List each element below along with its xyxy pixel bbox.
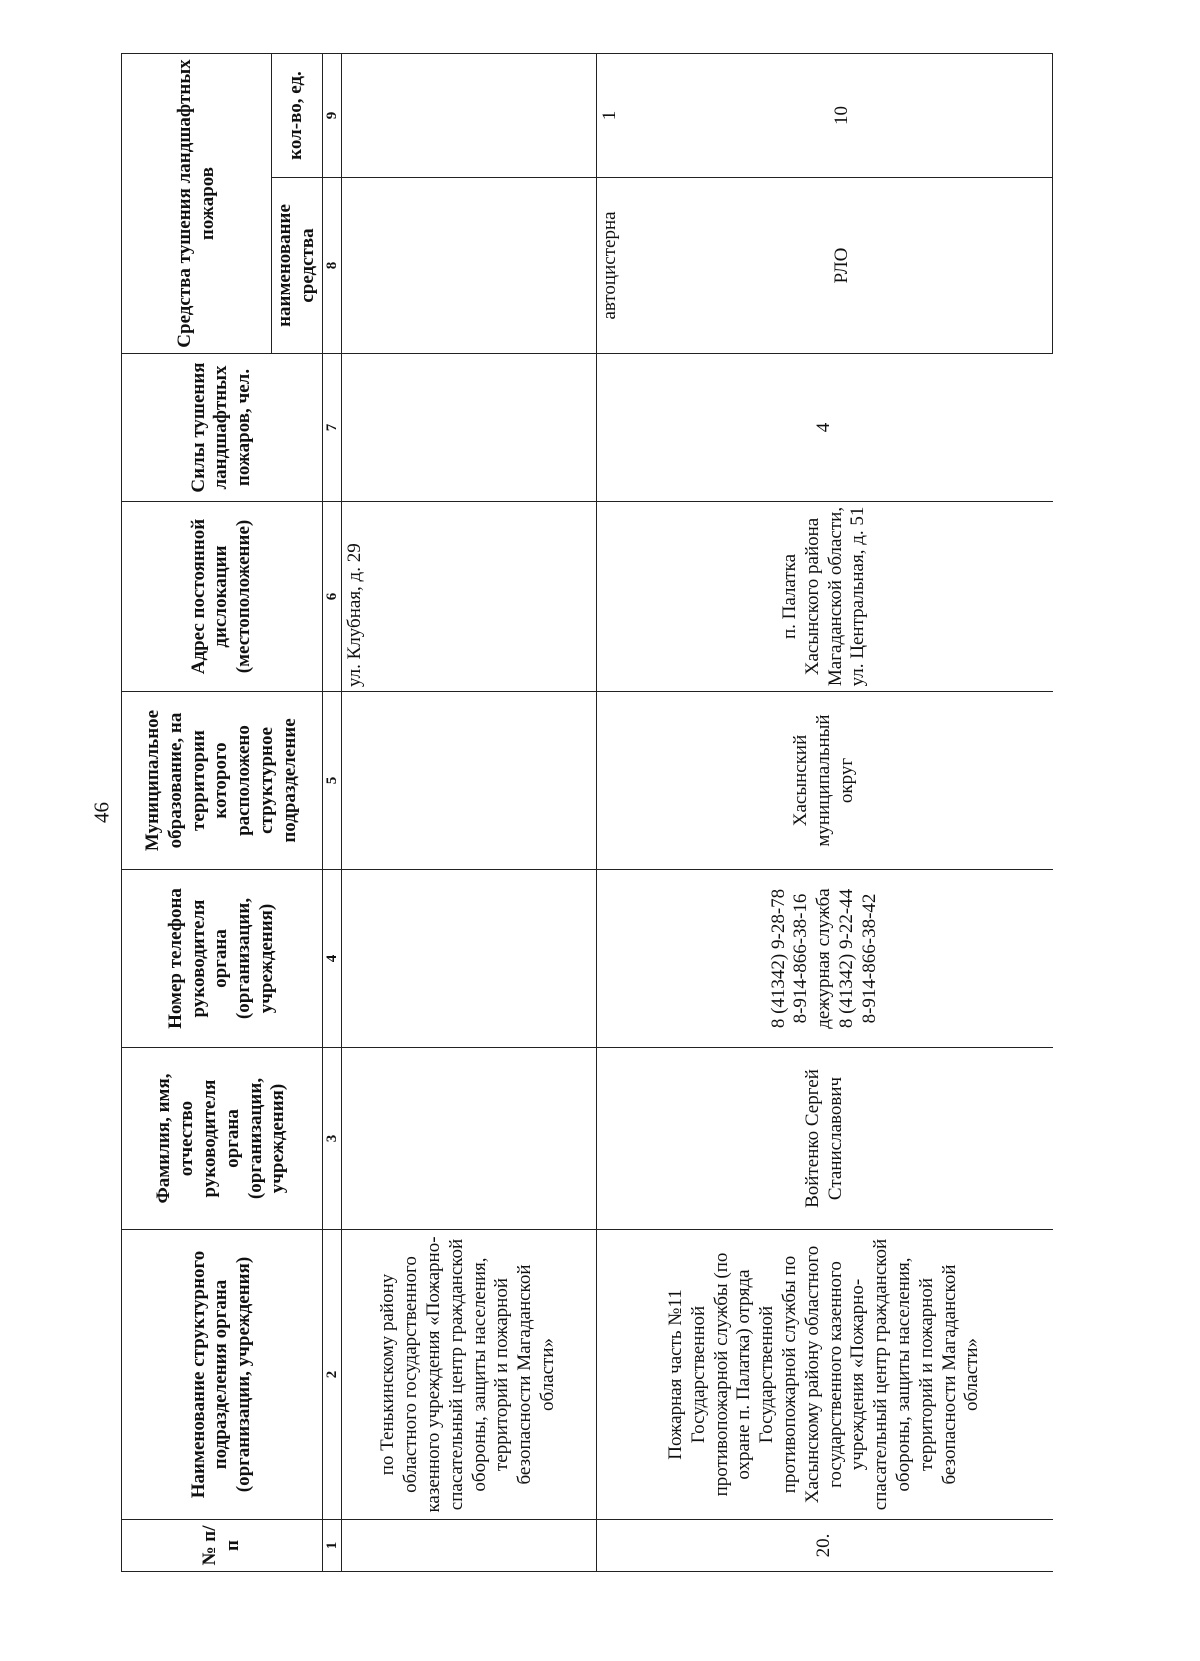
row-address: ул. Клубная, д. 29: [341, 502, 596, 692]
header-head-name: Фамилия, имя, отчество руководителя органа (организации, учреждения): [122, 1048, 323, 1230]
rotated-table-wrapper: [121, 54, 1053, 1572]
row-equipment-name: автоцистерна: [596, 178, 632, 354]
row-phone: 8 (41342) 9-28-78 8-914-866-38-16 дежурная служба 8 (41342) 9-22-44 8-914-866-38-42: [596, 870, 1052, 1048]
header-municipality: Муниципальное образование, на территории которого расположено структурное подразделение: [122, 692, 323, 870]
header-equipment-group: Средства тушения ландшафтных пожаров: [122, 54, 272, 354]
column-number: 9: [322, 54, 341, 178]
row-unit-name: Пожарная часть №11 Государственной противопожарной службы (по охране п. Палатка) отряда Государственной противопожарной службы по Хасынскому району областного государственного казенного учреждения «Пожарно-спасательный центр гражданской обороны, защиты населения, территорий и пожарной безопасности Магаданской области»: [596, 1230, 1052, 1520]
header-phone: Номер телефона руководителя органа (организации, учреждения): [122, 870, 323, 1048]
table-row: [341, 54, 596, 1572]
row-unit-name: по Тенькинскому району областного государственного казенного учреждения «Пожарно-спасательный центр гражданской обороны, защиты населения, территорий и пожарной безопасности Магаданской области»: [341, 1230, 596, 1520]
row-equipment-qty: 1: [596, 54, 632, 178]
column-number: 4: [322, 870, 341, 1048]
header-equipment-qty: кол-во, ед.: [272, 54, 323, 178]
row-phone: [341, 870, 596, 1048]
row-municipality: Хасынский муниципальный округ: [596, 692, 1052, 870]
column-number: 5: [322, 692, 341, 870]
column-number: 6: [322, 502, 341, 692]
row-equipment-name: РЛО: [632, 178, 1052, 354]
row-num: 20.: [596, 1520, 1052, 1572]
table-row: [596, 54, 632, 1572]
row-equipment-qty: [341, 54, 596, 178]
header-num: № п/п: [122, 1520, 323, 1572]
column-number-row: [322, 54, 341, 1572]
row-head-name: [341, 1048, 596, 1230]
header-address: Адрес постоянной дислокации (местоположение): [122, 502, 323, 692]
row-forces: 4: [596, 354, 1052, 502]
column-number: 1: [322, 1520, 341, 1572]
row-equipment-name: [341, 178, 596, 354]
column-number: 8: [322, 178, 341, 354]
rotated-sheet: [121, 54, 1053, 1572]
header-equipment-name: наименование средства: [272, 178, 323, 354]
row-forces: [341, 354, 596, 502]
row-num: [341, 1520, 596, 1572]
row-equipment-qty: 10: [632, 54, 1052, 178]
header-unit-name: Наименование структурного подразделения органа (организации, учреждения): [122, 1230, 323, 1520]
column-number: 7: [322, 354, 341, 502]
column-number: 3: [322, 1048, 341, 1230]
page-number: 46: [89, 802, 114, 823]
fire-units-table: [121, 53, 1053, 1572]
row-head-name: Войтенко Сергей Станиславович: [596, 1048, 1052, 1230]
header-row: [122, 54, 272, 1572]
row-address: п. Палатка Хасынского района Магаданской области, ул. Центральная, д. 51: [596, 502, 1052, 692]
column-number: 2: [322, 1230, 341, 1520]
row-municipality: [341, 692, 596, 870]
header-forces: Силы тушения ландшафтных пожаров, чел.: [122, 354, 323, 502]
